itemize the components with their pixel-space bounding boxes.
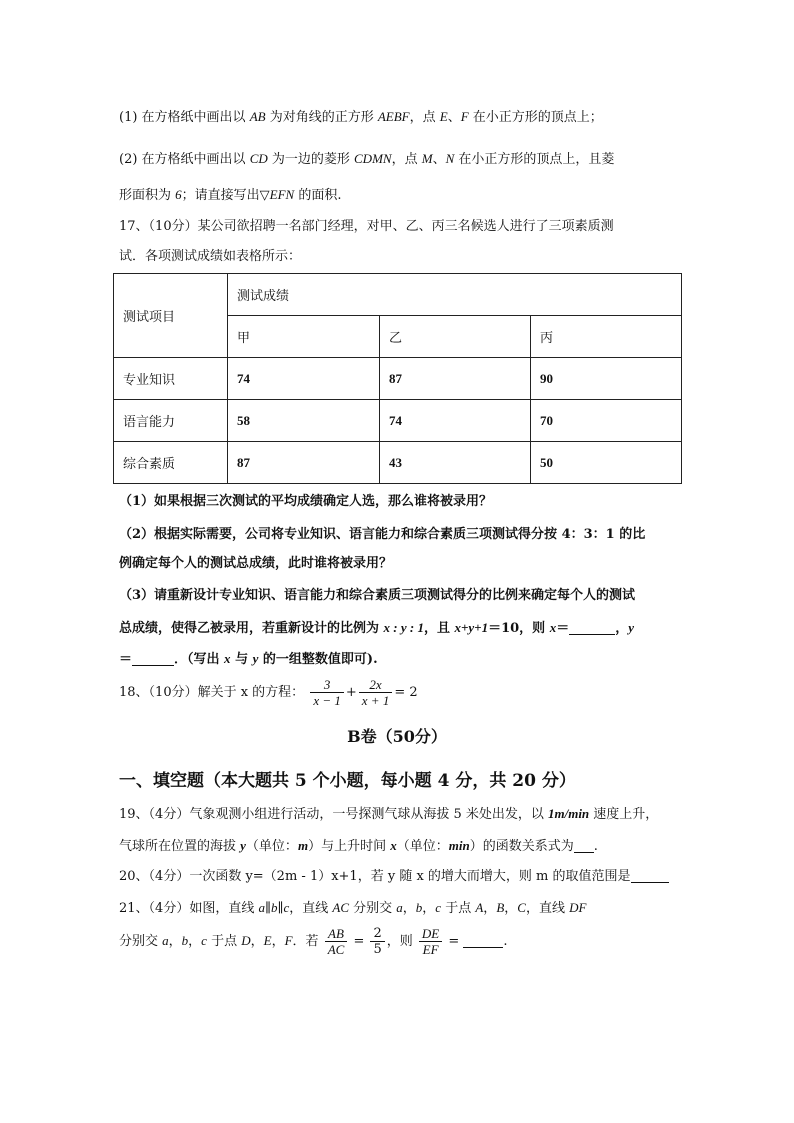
q16-part1: (1) 在方格纸中画出以 AB 为对角线的正方形 AEBF，点 E、F 在小正方形的顶点上； (119, 109, 603, 125)
answer-blank-20[interactable] (631, 868, 669, 883)
q16-part2-line2: 形面积为 6；请直接写出▽EFN 的面积. (119, 187, 342, 203)
q16-part2-line1: (2) 在方格纸中画出以 CD 为一边的菱形 CDMN，点 M、N 在小正方形的顶点上，且菱 (119, 151, 615, 167)
table-group-header: 测试成绩 (228, 274, 682, 316)
fraction-ab-over-ac: $\frac{AB}{AC}$ (325, 926, 348, 957)
row-label: 专业知识 (114, 358, 228, 400)
q17-intro-line2: 试．各项测试成绩如表格所示： (119, 249, 302, 264)
q17-sub3-line2: 总成绩，使得乙被录用，若重新设计的比例为 x : y : 1，且 x+y+1＝10，则 x＝ ，y (119, 620, 635, 636)
q18-equation-line: 18、（10分）解关于 x 的方程： $\frac{3}{x - 1}$ + $\frac{2x}{x + 1}$ = 2 (119, 677, 418, 708)
section-fill-in-title: 一、填空题（本大题共 5 个小题，每小题 4 分，共 20 分） (119, 771, 576, 791)
fraction-de-over-ef: $\frac{DE}{EF}$ (419, 926, 442, 957)
row-label: 语言能力 (114, 400, 228, 442)
table-header-row (114, 274, 682, 316)
score-cell: 90 (531, 358, 682, 400)
q19-line1: 19、（4分）气象观测小组进行活动，一号探测气球从海拔 5 米处出发，以 1m/min 速度上升， (119, 806, 659, 822)
score-cell: 87 (228, 442, 380, 484)
part-b-title: B卷（50分） (347, 727, 447, 746)
q19-line2: 气球所在位置的海拔 y（单位：m）与上升时间 x（单位：min）的函数关系式为 . (119, 838, 598, 854)
score-cell: 50 (531, 442, 682, 484)
q17-intro-line1: 17、（10分）某公司欲招聘一名部门经理，对甲、乙、丙三名候选人进行了三项素质测 (119, 219, 614, 234)
answer-blank-21[interactable] (463, 933, 503, 948)
row-label: 综合素质 (114, 442, 228, 484)
q17-sub3-line1: （3）请重新设计专业知识、语言能力和综合素质三项测试得分的比例来确定每个人的测试 (119, 588, 636, 603)
table-row (114, 442, 682, 484)
answer-blank-19[interactable] (574, 838, 594, 853)
score-cell: 87 (380, 358, 531, 400)
candidate-header: 甲 (228, 316, 380, 358)
fraction-3-over-x-minus-1: $\frac{3}{x - 1}$ (310, 677, 344, 708)
table-row (114, 358, 682, 400)
q20-line: 20、（4分）一次函数 y=（2m - 1）x+1，若 y 随 x 的增大而增大，则 m 的取值范围是 (119, 868, 669, 886)
fraction-2x-over-x-plus-1: $\frac{2x}{x + 1}$ (359, 677, 393, 708)
score-cell: 74 (228, 358, 380, 400)
answer-blank-x[interactable] (569, 620, 615, 635)
score-cell: 58 (228, 400, 380, 442)
table-corner: 测试项目 (114, 274, 228, 358)
q21-line2: 分别交 a，b，c 于点 D，E，F．若 $\frac{AB}{AC}$ = $\frac{2}{5}$ ，则 $\frac{DE}{EF}$ = . (119, 926, 508, 957)
q17-sub3-line3: ＝ ．（写出 x 与 y 的一组整数值即可). (119, 651, 378, 667)
candidate-header: 乙 (380, 316, 531, 358)
score-cell: 70 (531, 400, 682, 442)
q21-line1: 21、（4分）如图，直线 a∥b∥c，直线 AC 分别交 a，b，c 于点 A，B，C，直线 DF (119, 900, 587, 916)
answer-blank-y[interactable] (132, 651, 174, 666)
q17-sub1: （1）如果根据三次测试的平均成绩确定人选，那么谁将被录用？ (119, 494, 493, 509)
scores-table (113, 273, 682, 484)
q17-sub2-line1: （2）根据实际需要，公司将专业知识、语言能力和综合素质三项测试得分按 4：3：1 的比 (119, 527, 646, 542)
table-row (114, 400, 682, 442)
q17-sub2-line2: 例确定每个人的测试总成绩，此时谁将被录用？ (119, 556, 393, 571)
score-cell: 74 (380, 400, 531, 442)
score-cell: 43 (380, 442, 531, 484)
candidate-header: 丙 (531, 316, 682, 358)
fraction-2-over-5: $\frac{2}{5}$ (370, 926, 384, 957)
